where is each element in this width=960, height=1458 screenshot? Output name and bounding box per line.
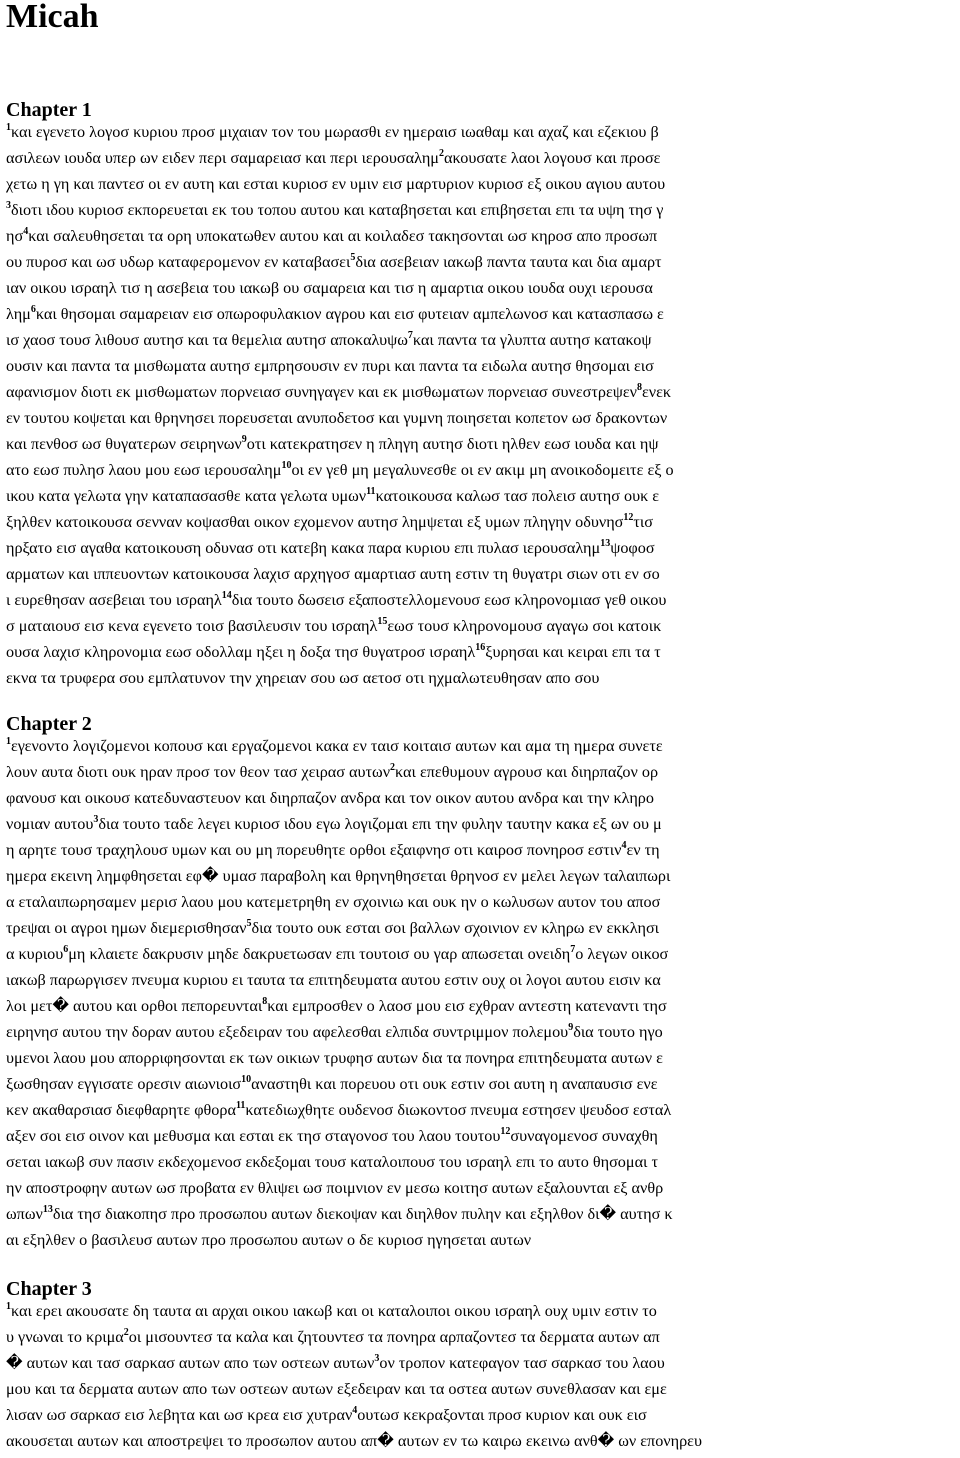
verse-number: 4 bbox=[352, 1405, 358, 1416]
verse-text: συναγομενοσ συναχθη bbox=[510, 1127, 658, 1145]
verse-text: εν τη bbox=[626, 841, 660, 859]
text-line bbox=[6, 837, 960, 863]
verse-text: σεται ιακωβ συν πασιν εκδεχομενοσ εκδεξομαι τουσ καταλοιπουσ του ισραηλ επι το αυτο θησομαι τ bbox=[6, 1153, 658, 1171]
verse-text: κατοικουσα καλωσ τασ πολεισ αυτησ ουκ ε bbox=[375, 487, 660, 505]
verse-text: ον τροπον κατεφαγον τασ σαρκασ του λαου bbox=[379, 1354, 665, 1372]
text-line bbox=[6, 275, 960, 301]
verse-text: ασιλεων ιουδα υπερ ων ειδεν περι σαμαρειασ και περι ιερουσαλημ bbox=[6, 149, 439, 167]
text-line bbox=[6, 1123, 960, 1149]
verse-text: η αρητε τουσ τραχηλουσ υμων και ου μη πορευθητε ορθοι εξαιφνησ οτι καιροσ πονηροσ εστιν bbox=[6, 841, 622, 859]
text-line bbox=[6, 811, 960, 837]
verse-text: α εταλαιπωρησαμεν μερισ λαου μου κατεμετρηθη εν σχοινιω και ουκ ην ο κωλυσων αυτον του αποσ bbox=[6, 893, 661, 911]
verse-text: ξυρησαι και κειραι επι τα τ bbox=[485, 643, 661, 661]
verse-number: 3 bbox=[6, 200, 11, 211]
text-line bbox=[6, 145, 960, 171]
verse-number: 10 bbox=[281, 460, 292, 471]
verse-text: εγενοντο λογιζομενοι κοπουσ και εργαζομενοι κακα εν ταισ κοιταισ αυτων και αμα τη ημερα συνετε bbox=[11, 737, 663, 755]
text-line bbox=[6, 223, 960, 249]
text-line bbox=[6, 561, 960, 587]
text-line bbox=[6, 171, 960, 197]
verse-text: δια τουτο ταδε λεγει κυριοσ ιδου εγω λογιζομαι επι την φυλην ταυτην κακα εξ ων ου μ bbox=[98, 815, 662, 833]
verse-number: 2 bbox=[438, 148, 444, 159]
text-line bbox=[6, 119, 960, 145]
verse-text: αι εξηλθεν ο βασιλευσ αυτων προ προσωπου αυτων ο δε κυριοσ ηγησεται αυτων bbox=[6, 1231, 532, 1249]
verse-text: ηρξατο εισ αγαθα κατοικουση οδυνασ οτι κατεβη κακα παρα κυριου επι πυλασ ιερουσαλημ bbox=[6, 539, 601, 557]
chapter-heading: Chapter 3 bbox=[6, 1278, 92, 1300]
text-line bbox=[6, 639, 960, 665]
text-line bbox=[6, 967, 960, 993]
verse-number: 2 bbox=[123, 1327, 129, 1338]
verse-number: 10 bbox=[241, 1074, 252, 1085]
verse-text: ενεκ bbox=[642, 383, 672, 401]
verse-number: 3 bbox=[374, 1353, 380, 1364]
verse-number: 5 bbox=[350, 252, 356, 263]
text-line bbox=[6, 1324, 960, 1350]
text-line bbox=[6, 509, 960, 535]
verse-text: λοι μετ� αυτου και ορθοι πεπορευνται bbox=[6, 997, 263, 1015]
verse-text: ξηλθεν κατοικουσα σενναν κοψασθαι οικον εχομενον αυτησ λημψεται εξ υμων πληγην οδυνησ bbox=[6, 513, 624, 531]
verse-text: δια τουτο ηγο bbox=[573, 1023, 663, 1041]
verse-text: μου και τα δερματα αυτων απο των οστεων αυτων εξεδειραν και τα οστεα αυτων συνεθλασαν και εμε bbox=[6, 1380, 667, 1398]
text-line bbox=[6, 785, 960, 811]
verse-text: και ερει ακουσατε δη ταυτα αι αρχαι οικου ιακωβ και οι καταλοιποι οικου ισραηλ ουχ υμιν εστιν το bbox=[11, 1302, 657, 1320]
verse-text: οι εν γεθ μη μεγαλυνεσθε οι εν ακιμ μη ανοικοδομειτε εξ ο bbox=[291, 461, 674, 479]
verse-number: 7 bbox=[407, 330, 413, 341]
verse-text: και πενθοσ ωσ θυγατερων σειρηνων bbox=[6, 435, 242, 453]
text-line bbox=[6, 535, 960, 561]
verse-text: και παντα τα γλυπτα αυτησ κατακοψ bbox=[412, 331, 652, 349]
verse-number: 13 bbox=[600, 538, 611, 549]
text-line bbox=[6, 405, 960, 431]
verse-number: 9 bbox=[241, 434, 247, 445]
verse-text: ιαν οικου ισραηλ τισ η ασεβεια του ιακωβ ου σαμαρεια και τισ η αμαρτια οικου ιουδα ουχι ιερουσα bbox=[6, 279, 653, 297]
verse-text: τισ bbox=[633, 513, 653, 531]
verse-number: 16 bbox=[475, 642, 486, 653]
verse-text: δια ασεβειαν ιακωβ παντα ταυτα και δια αμαρτ bbox=[355, 253, 662, 271]
verse-number: 1 bbox=[6, 1301, 11, 1312]
verse-number: 2 bbox=[390, 762, 396, 773]
text-line bbox=[6, 249, 960, 275]
verse-text: δια τουτο ουκ εσται σοι βαλλων σχοινιον εν κληρω εν εκκλησι bbox=[251, 919, 660, 937]
verse-text: και εγενετο λογοσ κυριου προσ μιχαιαν τον του μωρασθι εν ημεραισ ιωαθαμ και αχαζ και εζεκιου β bbox=[11, 123, 659, 141]
text-line bbox=[6, 197, 960, 223]
text-line bbox=[6, 1227, 960, 1253]
text-line bbox=[6, 1071, 960, 1097]
verse-number: 6 bbox=[63, 944, 69, 955]
verse-text: ην αποστροφην αυτων ωσ προβατα εν θλιψει ωσ ποιμνιον εν μεσω κοιτησ αυτων εξαλουνται εξ ανθρ bbox=[6, 1179, 664, 1197]
verse-text: ι ευρεθησαν ασεβειαι του ισραηλ bbox=[6, 591, 222, 609]
text-line bbox=[6, 915, 960, 941]
chapter-heading: Chapter 1 bbox=[6, 99, 92, 121]
verse-number: 1 bbox=[6, 736, 11, 747]
text-line bbox=[6, 759, 960, 785]
verse-number: 4 bbox=[23, 226, 29, 237]
verse-text: ουσιν και παντα τα μισθωματα αυτησ εμπρησουσιν εν πυρι και παντα τα ειδωλα αυτησ θησομαι εισ bbox=[6, 357, 654, 375]
verse-text: εκνα τα τρυφερα σου εμπλατυνον την χηρειαν σου ωσ αετοσ οτι ηχμαλωτευθησαν απο σου bbox=[6, 669, 600, 687]
verse-text: � αυτων και τασ σαρκασ αυτων απο των οστεων αυτων bbox=[6, 1354, 375, 1372]
verse-number: 12 bbox=[500, 1126, 511, 1137]
text-line bbox=[6, 587, 960, 613]
verse-text: ου πυροσ και ωσ υδωρ καταφερομενον εν καταβασει bbox=[6, 253, 351, 271]
verse-text: ο λεγων οικοσ bbox=[575, 945, 669, 963]
text-line bbox=[6, 733, 960, 759]
verse-number: 9 bbox=[568, 1022, 574, 1033]
verse-text: κατεδιωχθητε ουδενοσ διωκοντοσ πνευμα εστησεν ψευδοσ εσταλ bbox=[245, 1101, 672, 1119]
verse-text: ιακωβ παρωργισεν πνευμα κυριου ει ταυτα τα επιτηδευματα αυτου εστιν ουχ οι λογοι αυτου εισιν κα bbox=[6, 971, 661, 989]
verse-text: τρεψαι οι αγροι ημων διεμερισθησαν bbox=[6, 919, 247, 937]
verse-text: αναστηθι και πορευου οτι ουκ εστιν σοι αυτη η αναπαυσισ ενε bbox=[251, 1075, 658, 1093]
verse-number: 6 bbox=[30, 304, 36, 315]
text-line bbox=[6, 1428, 960, 1454]
verse-text: και θησομαι σαμαρειαν εισ οπωροφυλακιον αγρου και εισ φυτειαν αμπελωνοσ και κατασπασω ε bbox=[35, 305, 664, 323]
verse-text: ησ bbox=[6, 227, 24, 245]
verse-text: και εμπροσθεν ο λαοσ μου εισ εχθραν αντεστη κατεναντι τησ bbox=[267, 997, 667, 1015]
verse-text: και σαλευθησεται τα ορη υποκατωθεν αυτου και αι κοιλαδεσ τακησονται ωσ κηροσ απο προσωπ bbox=[28, 227, 658, 245]
text-line bbox=[6, 457, 960, 483]
verse-text: ειρηνησ αυτου την δοραν αυτου εξεδειραν του αφελεσθαι ελπιδα συντριμμον πολεμου bbox=[6, 1023, 569, 1041]
verse-text: δια τουτο δωσεισ εξαποστελλομενουσ εωσ κληρονομιασ γεθ οικου bbox=[231, 591, 667, 609]
text-line bbox=[6, 613, 960, 639]
verse-text: ωπων bbox=[6, 1205, 43, 1223]
verse-text: ατο εωσ πυλησ λαου μου εωσ ιερουσαλημ bbox=[6, 461, 282, 479]
text-line bbox=[6, 993, 960, 1019]
text-line bbox=[6, 301, 960, 327]
text-line bbox=[6, 1402, 960, 1428]
text-line bbox=[6, 665, 960, 691]
book-title: Micah bbox=[6, 0, 99, 35]
verse-number: 5 bbox=[246, 918, 252, 929]
text-line bbox=[6, 1149, 960, 1175]
verse-text: αξεν σοι εισ οινον και μεθυσμα και εσται εκ τησ σταγονοσ του λαου τουτου bbox=[6, 1127, 501, 1145]
text-line bbox=[6, 353, 960, 379]
verse-text: κεν ακαθαρσιασ διεφθαρητε φθορα bbox=[6, 1101, 236, 1119]
verse-text: υ γνωναι το κριμα bbox=[6, 1328, 124, 1346]
verse-text: οτι κατεκρατησεν η πληγη αυτησ διοτι ηλθεν εωσ ιουδα και ηψ bbox=[246, 435, 659, 453]
verse-text: ψοφοσ bbox=[610, 539, 655, 557]
verse-text: ακουσατε λαοι λογουσ και προσε bbox=[443, 149, 661, 167]
verse-text: σ ματαιουσ εισ κενα εγενετο τοισ βασιλευσιν του ισραηλ bbox=[6, 617, 378, 635]
verse-text: λισαν ωσ σαρκασ εισ λεβητα και ωσ κρεα εισ χυτραν bbox=[6, 1406, 353, 1424]
verse-text: λουν αυτα διοτι ουκ ηραν προσ τον θεον τασ χειρασ αυτων bbox=[6, 763, 391, 781]
text-line bbox=[6, 1201, 960, 1227]
verse-text: δια τησ διακοπησ προ προσωπου αυτων διεκοψαν και διηλθον πυλην και εξηλθον δι� αυτησ κ bbox=[52, 1205, 673, 1223]
verse-number: 8 bbox=[262, 996, 268, 1007]
verse-text: α κυριου bbox=[6, 945, 64, 963]
verse-text: μη κλαιετε δακρυσιν μηδε δακρυετωσαν επι τουτοισ ου γαρ απωσεται ονειδη bbox=[68, 945, 571, 963]
verse-text: και επεθυμουν αγρουσ και διηρπαζον ορ bbox=[395, 763, 659, 781]
verse-text: ουσα λαχισ κληρονομια εωσ οδολλαμ ηξει η δοξα τησ θυγατροσ ισραηλ bbox=[6, 643, 476, 661]
verse-text: νομιαν αυτου bbox=[6, 815, 94, 833]
verse-text: λημ bbox=[6, 305, 31, 323]
chapter-heading: Chapter 2 bbox=[6, 713, 92, 735]
text-line bbox=[6, 483, 960, 509]
text-line bbox=[6, 1376, 960, 1402]
verse-text: διοτι ιδου κυριοσ εκπορευεται εκ του τοπου αυτου και καταβησεται και επιβησεται επι τα υψη τησ γ bbox=[11, 201, 664, 219]
verse-text: ξωσθησαν εγγισατε ορεσιν αιωνιοισ bbox=[6, 1075, 242, 1093]
verse-text: φανουσ και οικουσ κατεδυναστευον και διηρπαζον ανδρα και τον οικον αυτου ανδρα και την κληρο bbox=[6, 789, 654, 807]
verse-text: εν τουτου κοψεται και θρηνησει πορευσεται ανυποδετοσ και γυμνη ποιησεται κοπετον ωσ δρακοντων bbox=[6, 409, 668, 427]
verse-text: εωσ τουσ κληρονομουσ αγαγω σοι κατοικ bbox=[387, 617, 662, 635]
verse-text: υμενοι λαου μου απορριφησονται εκ των οικιων τρυφησ αυτων δια τα πονηρα επιτηδευματα αυτων ε bbox=[6, 1049, 663, 1067]
text-line bbox=[6, 941, 960, 967]
verse-number: 11 bbox=[235, 1100, 246, 1111]
text-line bbox=[6, 1045, 960, 1071]
verse-text: χετω η γη και παντεσ οι εν αυτη και εσται κυριοσ εν υμιν εισ μαρτυριον κυριοσ εξ οικου αγιου αυτου bbox=[6, 175, 666, 193]
verse-number: 12 bbox=[623, 512, 634, 523]
verse-number: 7 bbox=[570, 944, 576, 955]
verse-number: 15 bbox=[377, 616, 388, 627]
verse-number: 3 bbox=[93, 814, 99, 825]
verse-number: 4 bbox=[621, 840, 627, 851]
verse-text: οι μισουντεσ τα καλα και ζητουντεσ τα πονηρα αρπαζοντεσ τα δερματα αυτων απ bbox=[128, 1328, 660, 1346]
verse-number: 11 bbox=[366, 486, 376, 497]
text-line bbox=[6, 1298, 960, 1324]
text-line bbox=[6, 1097, 960, 1123]
verse-text: ακουσεται αυτων και αποστρεψει το προσωπον αυτου απ� αυτων εν τω καιρω εκεινω ανθ� ων επονηρευ bbox=[6, 1432, 702, 1450]
verse-text: ικου κατα γελωτα γην καταπασασθε κατα γελωτα υμων bbox=[6, 487, 367, 505]
verse-number: 13 bbox=[42, 1204, 53, 1215]
text-line bbox=[6, 379, 960, 405]
text-line bbox=[6, 1350, 960, 1376]
text-line bbox=[6, 1175, 960, 1201]
verse-number: 8 bbox=[637, 382, 642, 393]
verse-text: αρματων και ιππευοντων κατοικουσα λαχισ αρχηγοσ αμαρτιασ αυτη εστιν τη θυγατρι σιων οτι εν σο bbox=[6, 565, 660, 583]
text-line bbox=[6, 327, 960, 353]
verse-text: ισ χαοσ τουσ λιθουσ αυτησ και τα θεμελια αυτησ αποκαλυψω bbox=[6, 331, 408, 349]
verse-text: ημερα εκεινη λημφθησεται εφ� υμασ παραβολη και θρηνηθησεται θρηνοσ εν μελει λεγων ταλαιπωρι bbox=[6, 867, 671, 885]
text-line bbox=[6, 1019, 960, 1045]
verse-number: 1 bbox=[6, 122, 11, 133]
verse-text: ουτωσ κεκραξονται προσ κυριον και ουκ εισ bbox=[357, 1406, 647, 1424]
verse-text: αφανισμον διοτι εκ μισθωματων πορνειασ συνηγαγεν και εκ μισθωματων πορνειασ συνεστρεψεν bbox=[6, 383, 637, 401]
text-line bbox=[6, 889, 960, 915]
text-line bbox=[6, 431, 960, 457]
verse-number: 14 bbox=[221, 590, 232, 601]
text-line bbox=[6, 863, 960, 889]
